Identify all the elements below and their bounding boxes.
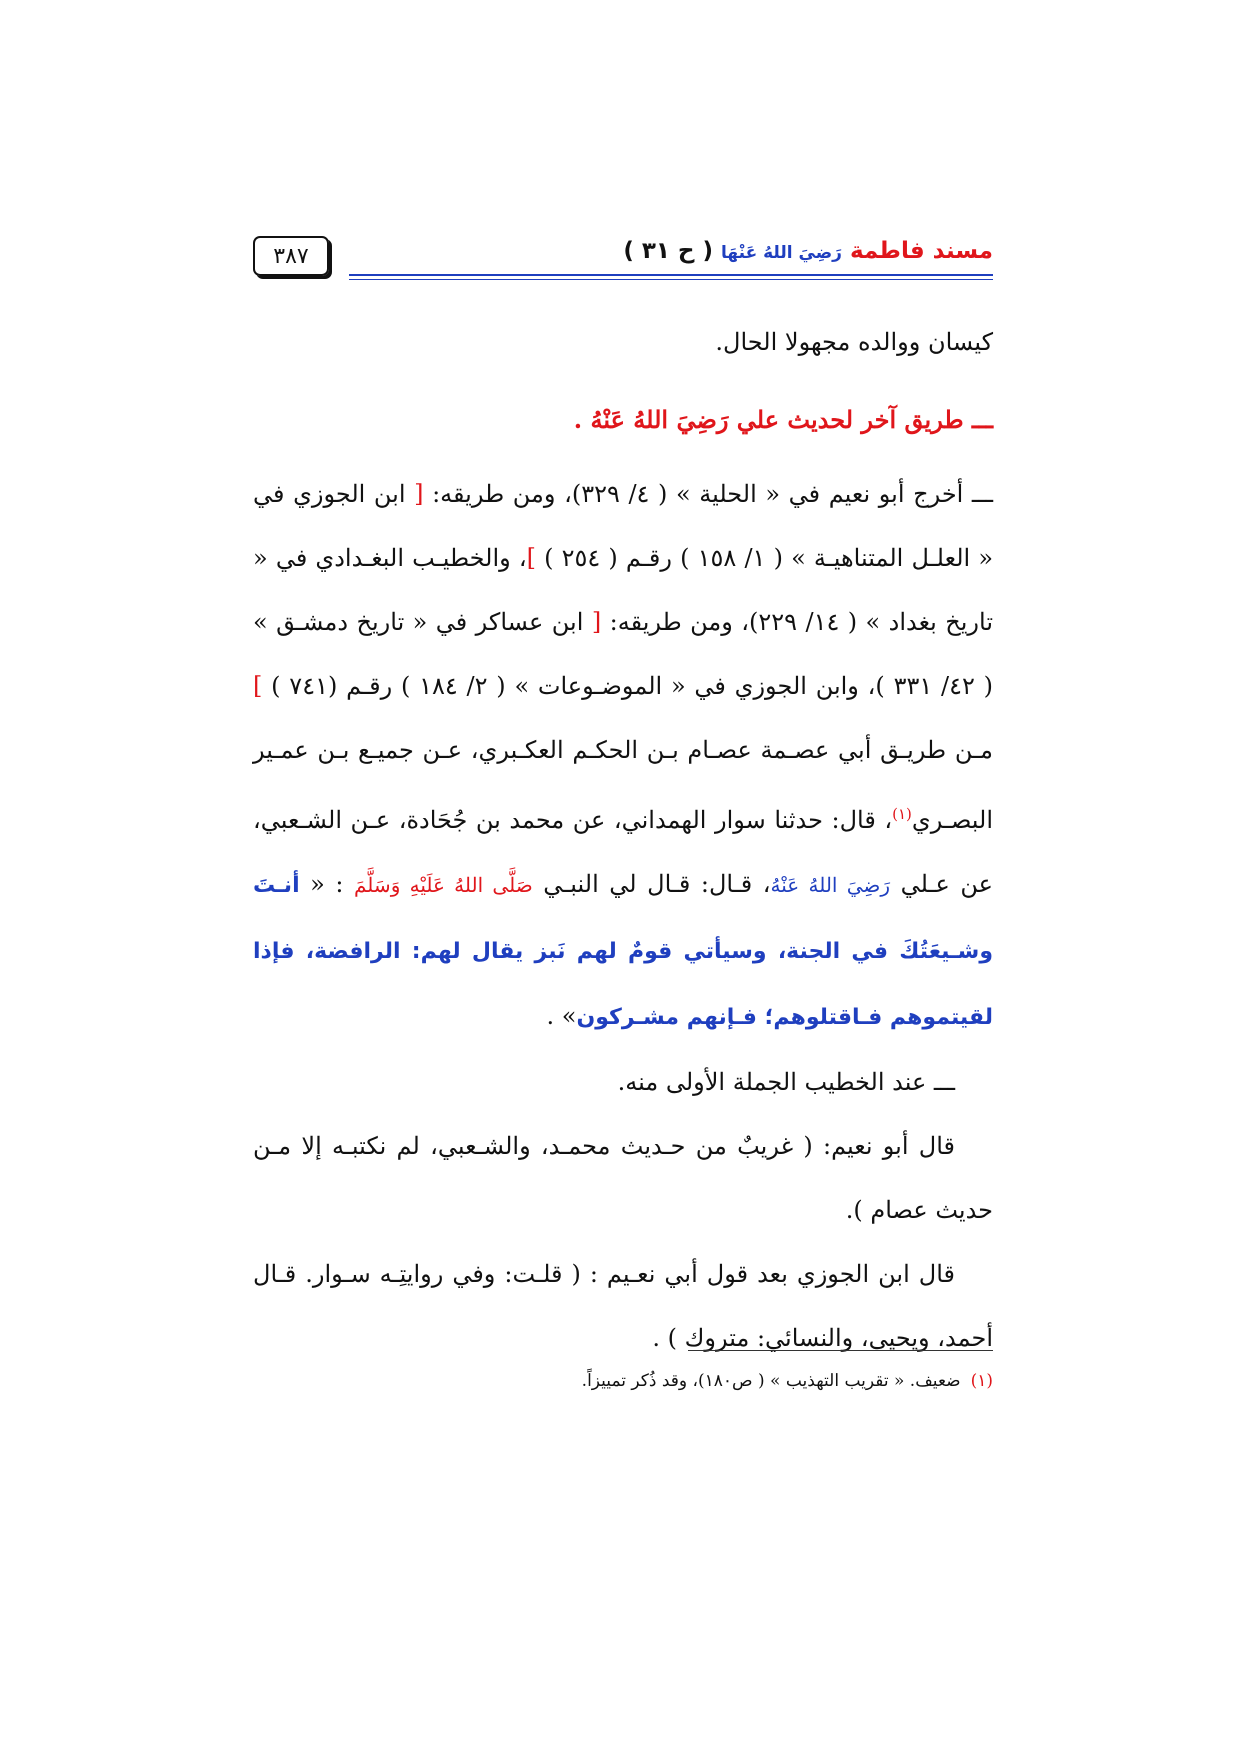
ibn-jawzi-paragraph: قال ابن الجوزي بعد قول أبي نعـيم : ( قلـت: وفي روايتِـه سـوار. قـال أحمد، ويحيى، والنسائي: متروك ) . (253, 1260, 993, 1352)
honorific-ali: رَضِيَ اللهُ عَنْهُ (770, 873, 891, 897)
bracket-close: ] (253, 672, 263, 700)
bracket-open: [ (591, 608, 602, 636)
section-heading: ـــ طريق آخر لحديث علي رَضِيَ اللهُ عَنْهُ . (573, 405, 993, 434)
text-run: : « (299, 870, 354, 898)
text-run: ابن الجوزي في « العلـل المتناهيـة » ( ١/ ١٥٨ ) رقـم ( ٢٥٤ ) (253, 480, 994, 572)
hadith-text: أنـتَ وشـيعَتُكَ في الجنة، وسيأتي قومٌ لهم نَبز يقال لهم: الرافضة، فإذا لقيتموهم فـاقتلوهم؛ فـإنهم مشـركون (253, 873, 993, 1030)
text-run: » . (546, 1002, 577, 1030)
text-run: ، والخطيـب البغـدادي في « تاريخ بغداد » ( ١٤/ ٢٢٩)، ومن طريقه: (253, 544, 994, 636)
footnote (253, 1366, 993, 1396)
takhrij-paragraph (253, 462, 993, 1050)
footnote-number: (١) (970, 1371, 993, 1391)
footnote-separator (688, 1350, 993, 1351)
running-title (623, 238, 993, 264)
page-number: ٣٨٧ (273, 243, 309, 269)
intro-line: كيسان ووالده مجهولا الحال. (715, 328, 993, 356)
page-header (253, 230, 993, 282)
bracket-open: [ (414, 480, 424, 508)
running-title-main: مسند فاطمة (849, 238, 993, 264)
footnote-text: ضعيف. « تقريب التهذيب » ( ص١٨٠)، وقد ذُكر تمييزاً. (581, 1371, 961, 1391)
header-rule (349, 274, 993, 280)
text-run: ـــ أخرج أبو نعيم في « الحلية » ( ٤/ ٣٢٩)، ومن طريقه: (423, 480, 994, 508)
text-run: ، قال: حدثنا سوار الهمداني، عن محمد بن جُحَادة، عـن الشـعبي، عن عـلي (253, 806, 993, 898)
text-run: ، قـال: قـال لي النبـي (532, 870, 771, 898)
text-run: مـن طريـق أبي عصـمة عصـام بـن الحكـم العكـبري، عـن جميـع بـن عمـير البصـري (253, 736, 993, 834)
abu-nuaym-paragraph: قال أبو نعيم: ( غريبٌ من حـديث محمـد، والشـعبي، لم نكتبـه إلا مـن حديث عصام ). (253, 1132, 993, 1224)
footnote-marker[interactable]: (١) (892, 805, 912, 823)
running-title-honorific: رَضِيَ اللهُ عَنْهَا (721, 243, 842, 263)
honorific-prophet: صَلَّى اللهُ عَلَيْهِ وَسَلَّمَ (354, 873, 533, 897)
text-run: ابن عساكر في « تاريخ دمشـق » ( ٤٢/ ٣٣١ )، وابن الجوزي في « الموضـوعات » ( ٢/ ١٨٤ ) رقـم (٧٤١ ) (253, 608, 994, 700)
note-paragraph: ـــ عند الخطيب الجملة الأولى منه. (617, 1068, 955, 1096)
main-text (253, 310, 993, 1370)
running-title-hadith-number: ( ح ٣١ ) (623, 238, 714, 264)
bracket-close: ] (526, 544, 536, 572)
page-number-box (253, 236, 329, 276)
